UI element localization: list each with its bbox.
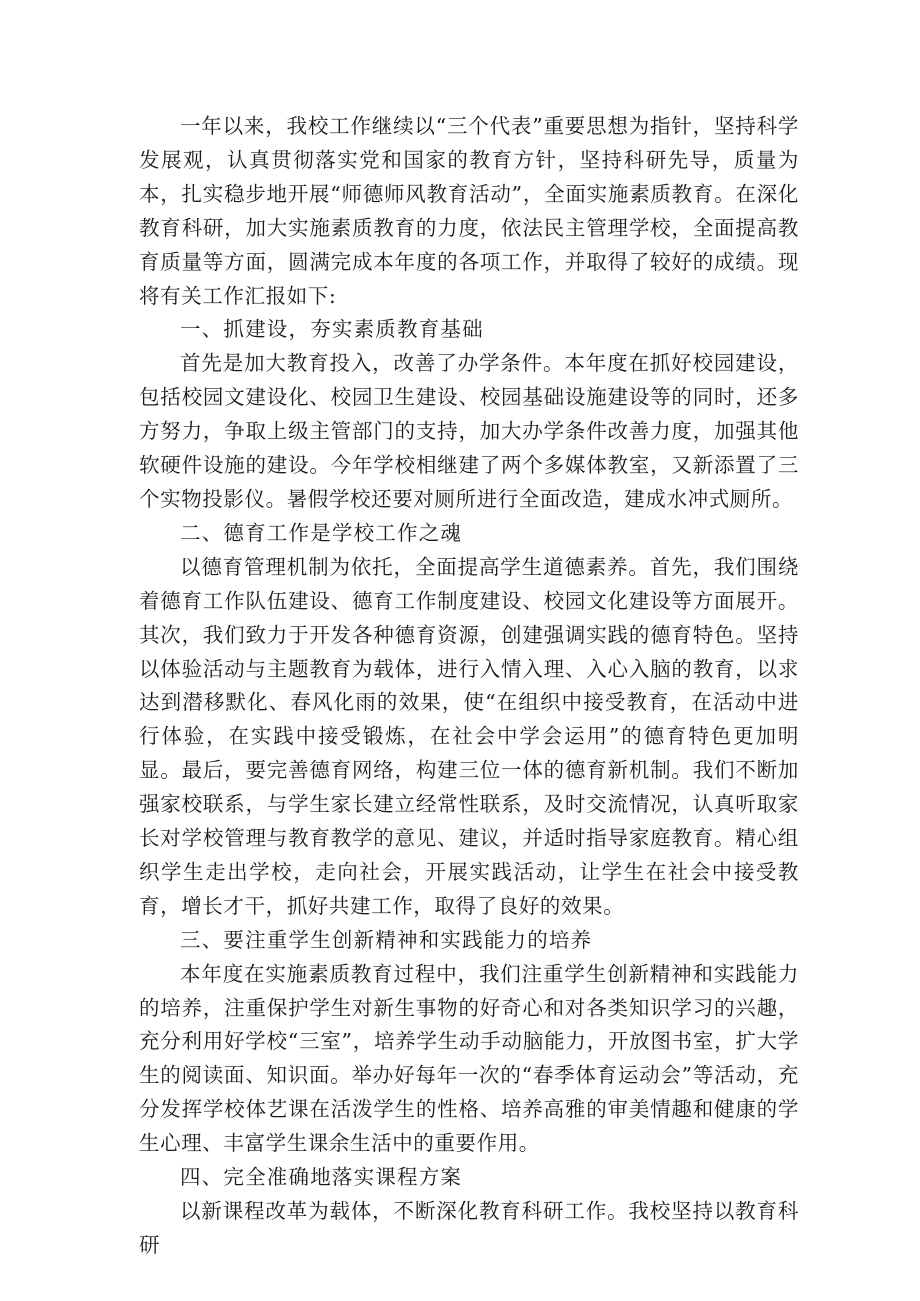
document-page xyxy=(139,110,799,1263)
section-4-paragraph: 以新课程改革为载体，不断深化教育科研工作。我校坚持以教育科研 xyxy=(139,1199,799,1257)
section-heading-4: 四、完全准确地落实课程方案 xyxy=(180,1165,463,1190)
section-2-paragraph: 以德育管理机制为依托，全面提高学生道德素养。首先，我们围绕着德育工作队伍建设、德育工作制度建设、校园文化建设等方面展开。其次，我们致力于开发各种德育资源，创建强调实践的德育特色。坚持以体验活动与主题教育为载体，进行入情入理、入心入脑的教育，以求达到潜移默化、春风化雨的效果，使“在组织中接受教育，在活动中进行体验，在实践中接受锻炼，在社会中学会运用”的德育特色更加明显。最后，要完善德育网络，构建三位一体的德育新机制。我们不断加强家校联系，与学生家长建立经常性联系，及时交流情况，认真听取家长对学校管理与教育教学的意见、建议，并适时指导家庭教育。精心组织学生走出学校，走向社会，开展实践活动，让学生在社会中接受教育，增长才干，抓好共建工作，取得了良好的效果。 xyxy=(139,554,799,918)
section-heading-2: 二、德育工作是学校工作之魂 xyxy=(180,520,463,545)
section-1-paragraph: 首先是加大教育投入，改善了办学条件。本年度在抓好校园建设，包括校园文建设化、校园卫生建设、校园基础设施建设等的同时，还多方努力，争取上级主管部门的支持，加大办学条件改善力度，加强其他软硬件设施的建设。今年学校相继建了两个多媒体教室，又新添置了三个实物投影仪。暑假学校还要对厕所进行全面改造，建成水冲式厕所。 xyxy=(139,351,799,511)
section-heading-1: 一、抓建设，夯实素质教育基础 xyxy=(180,317,484,342)
section-heading-3: 三、要注重学生创新精神和实践能力的培养 xyxy=(180,927,593,952)
section-3-paragraph: 本年度在实施素质教育过程中，我们注重学生创新精神和实践能力的培养，注重保护学生对新生事物的好奇心和对各类知识学习的兴趣，充分利用好学校“三室”，培养学生动手动脑能力，开放图书室，扩大学生的阅读面、知识面。举办好每年一次的“春季体育运动会”等活动，充分发挥学校体艺课在活泼学生的性格、培养高雅的审美情趣和健康的学生心理、丰富学生课余生活中的重要作用。 xyxy=(139,961,799,1156)
intro-paragraph: 一年以来，我校工作继续以“三个代表”重要思想为指针，坚持科学发展观，认真贯彻落实党和国家的教育方针，坚持科研先导，质量为本，扎实稳步地开展“师德师风教育活动”，全面实施素质教育。在深化教育科研，加大实施素质教育的力度，依法民主管理学校，全面提高教育质量等方面，圆满完成本年度的各项工作，并取得了较好的成绩。现将有关工作汇报如下: xyxy=(139,114,799,308)
